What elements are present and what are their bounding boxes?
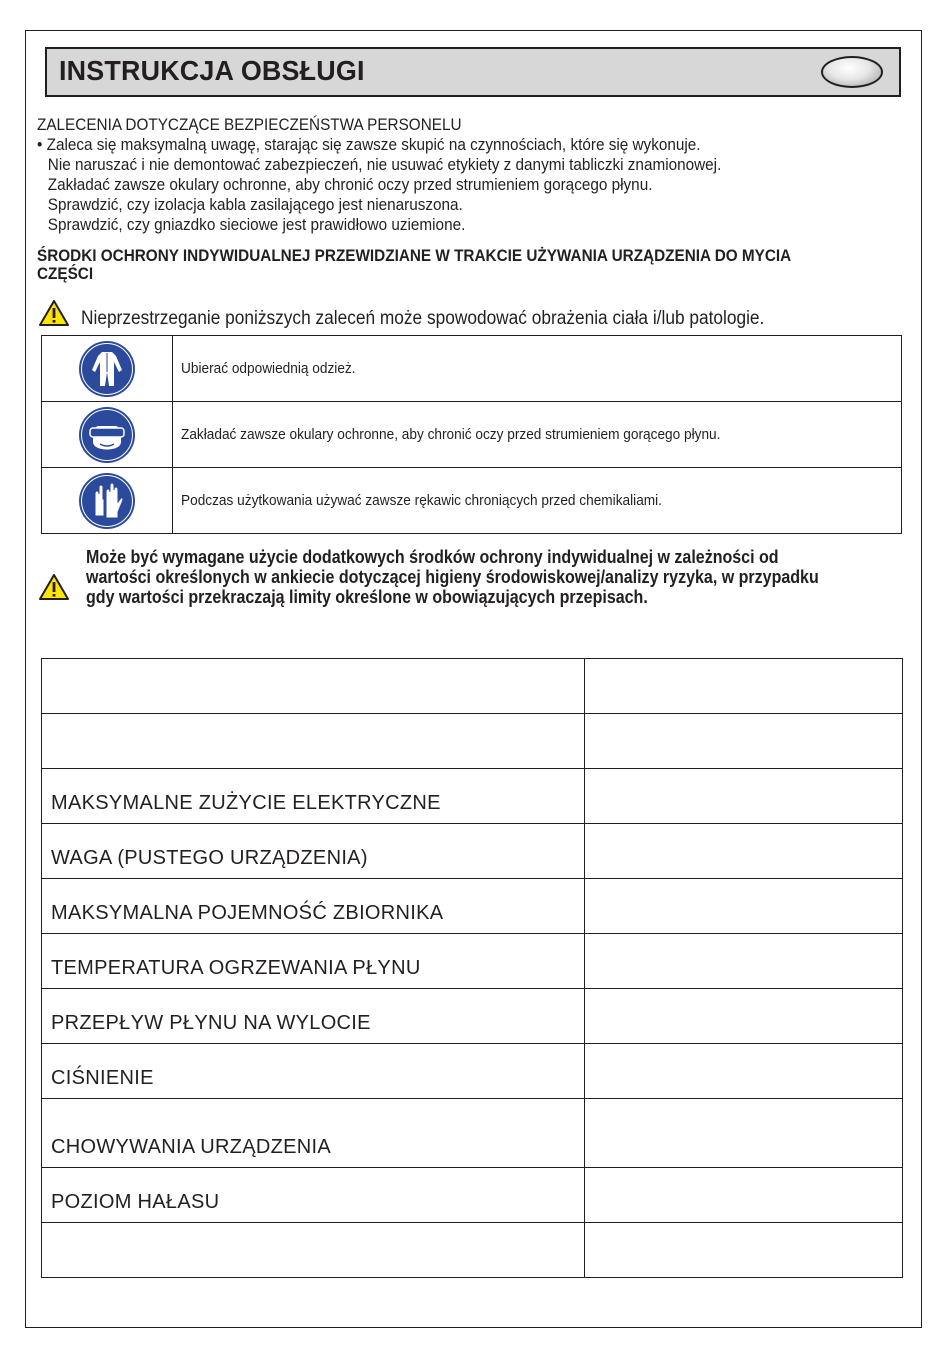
ppe-item-text: Podczas użytkowania używać zawsze rękawic chroniących przed chemikaliami. [181,492,662,509]
spec-row [42,1168,903,1223]
protective-gloves-icon [78,472,136,530]
ppe-heading-line: CZĘŚCI [37,264,94,283]
safety-line: Sprawdzić, czy izolacja kabla zasilającego jest nienaruszona. [47,195,463,214]
spec-row [42,769,903,824]
spec-label [42,714,585,769]
ppe-note-line: wartości określonych w ankiecie dotyczącej higieny środowiskowej/analizy ryzyka, w przypadku [86,567,819,587]
spec-row [42,934,903,989]
spec-value [585,1044,903,1099]
safety-line: • Zaleca się maksymalną uwagę, starając się zawsze skupić na czynnościach, które się wykonuje. [37,135,701,154]
spec-row [42,659,903,714]
spec-value [585,1168,903,1223]
spec-value [585,879,903,934]
spec-row [42,879,903,934]
spec-row [42,714,903,769]
protective-clothing-icon [78,340,136,398]
safety-line: Sprawdzić, czy gniazdko sieciowe jest prawidłowo uziemione. [47,215,466,234]
safety-section [37,115,829,235]
spec-value [585,659,903,714]
ppe-item-text: Ubierać odpowiednią odzież. [181,360,356,377]
spec-row [42,1223,903,1278]
spec-label: WAGA (PUSTEGO URZĄDZENIA) [42,824,585,879]
spec-label: MAKSYMALNA POJEMNOŚĆ ZBIORNIKA [42,879,585,934]
spec-label: PRZEPŁYW PŁYNU NA WYLOCIE [42,989,585,1044]
spec-value [585,714,903,769]
page-title: INSTRUKCJA OBSŁUGI [59,55,365,86]
ppe-heading [37,247,901,283]
spec-label: POZIOM HAŁASU [42,1168,585,1223]
spec-label: TEMPERATURA OGRZEWANIA PŁYNU [42,934,585,989]
spec-row [42,1099,903,1168]
ppe-heading-line: ŚRODKI OCHRONY INDYWIDUALNEJ PRZEWIDZIANE W TRAKCIE UŻYWANIA URZĄDZENIA DO MYCIA [37,246,792,265]
ppe-note-line: gdy wartości przekraczają limity określone w obowiązujących przepisach. [86,587,648,607]
safety-line: Nie naruszać i nie demontować zabezpieczeń, nie usuwać etykiety z danymi tabliczki znamionowej. [47,155,722,174]
spec-label [42,659,585,714]
warning-triangle-icon [38,573,70,601]
spec-value [585,989,903,1044]
spec-label [42,1223,585,1278]
spec-value [585,769,903,824]
ppe-warning-text: Nieprzestrzeganie poniższych zaleceń może spowodować obrażenia ciała i/lub patologie. [81,308,765,329]
spec-row [42,1044,903,1099]
ppe-item-text: Zakładać zawsze okulary ochronne, aby chronić oczy przed strumieniem gorącego płynu. [181,426,721,443]
ppe-table [41,335,902,534]
warning-triangle-icon [38,299,70,327]
ppe-row [42,336,902,402]
spec-label: CHOWYWANIA URZĄDZENIA [42,1099,585,1168]
spec-label: CIŚNIENIE [42,1044,585,1099]
ppe-row [42,402,902,468]
title-oval-badge [821,56,883,88]
ppe-row [42,468,902,534]
spec-value [585,824,903,879]
spec-value [585,1099,903,1168]
spec-row [42,824,903,879]
safety-heading: ZALECENIA DOTYCZĄCE BEZPIECZEŃSTWA PERSONELU [37,115,462,134]
safety-line: Zakładać zawsze okulary ochronne, aby chronić oczy przed strumieniem gorącego płynu. [47,175,653,194]
spec-value [585,934,903,989]
ppe-note [86,547,887,607]
ppe-note-line: Może być wymagane użycie dodatkowych środków ochrony indywidualnej w zależności od [86,547,779,567]
title-bar [45,47,901,97]
safety-goggles-icon [78,406,136,464]
spec-row [42,989,903,1044]
spec-label: MAKSYMALNE ZUŻYCIE ELEKTRYCZNE [42,769,585,824]
spec-value [585,1223,903,1278]
specifications-table [41,658,903,1278]
